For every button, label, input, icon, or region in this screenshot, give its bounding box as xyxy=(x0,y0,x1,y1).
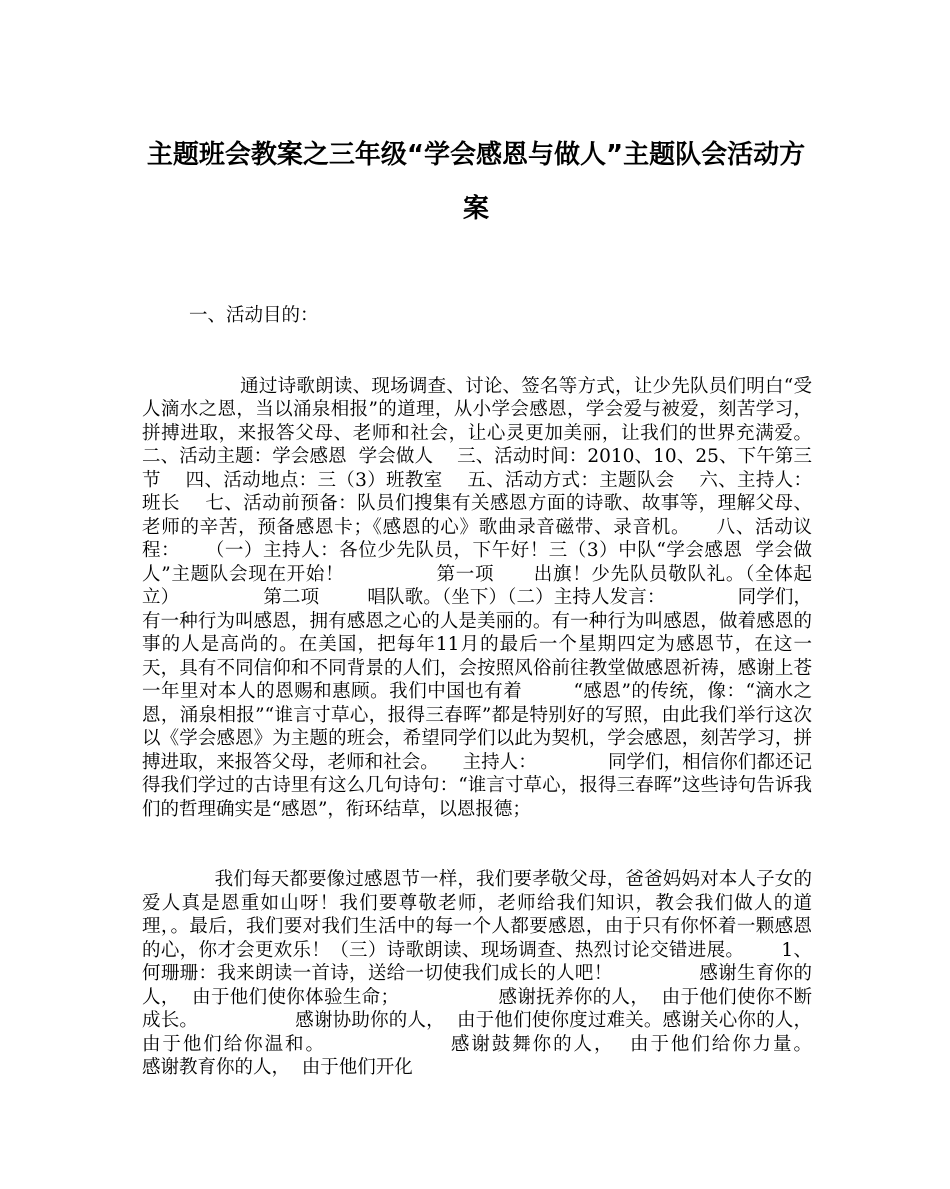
document-body xyxy=(142,257,907,1127)
paragraph-activity-plan: 通过诗歌朗读、现场调查、讨论、签名等方式，让少先队员们明白“受人滴水之恩，当以涌泉相报”的道理，从小学会感恩，学会爱与被爱，刻苦学习，拼搏进取，来报答父母、老师和社会，让心灵更加美丽，让我们的世界充满爱。 二、活动主题：学会感恩 学会做人 三、活动时间：2010、10、25、下午第三节 四、活动地点：三（3）班教室 五、活动方式：主题队会 六、主持人：班长 七、活动前预备：队员们搜集有关感恩方面的诗歌、故事等，理解父母、老师的辛苦，预备感恩卡；《感恩的心》歌曲录音磁带、录音机。 八、活动议程： （一）主持人：各位少先队员，下午好！三（3）中队“学会感恩 学会做人”主题队会现在开始！ 第一项 出旗！少先队员敬队礼。（全体起立） 第二项 唱队歌。（坐下）（二）主持人发言： 同学们，有一种行为叫感恩，拥有感恩之心的人是美丽的。有一种行为叫感恩，做着感恩的事的人是高尚的。在美国，把每年11月的最后一个星期四定为感恩节，在这一天，具有不同信仰和不同背景的人们，会按照风俗前往教堂做感恩祈祷，感谢上苍一年里对本人的恩赐和惠顾。我们中国也有着 “感恩”的传统，像：“滴水之恩，涌泉相报”“谁言寸草心，报得三春晖”都是特别好的写照，由此我们举行这次以《学会感恩》为主题的班会，希望同学们以此为契机，学会感恩，刻苦学习，拼搏进取，来报答父母，老师和社会。 主持人： 同学们，相信你们都还记得我们学过的古诗里有这么几句诗句：“谁言寸草心，报得三春晖”这些诗句告诉我们的哲理确实是“感恩”，衔环结草，以恩报德； xyxy=(142,375,836,820)
paragraph-gratitude-poem: 我们每天都要像过感恩节一样，我们要孝敬父母，爸爸妈妈对本人子女的爱人真是恩重如山呀！我们要尊敬老师，老师给我们知识，教会我们做人的道理，。最后，我们要对我们生活中的每一个人都要感恩，由于只有你怀着一颗感恩的心，你才会更欢乐！（三）诗歌朗读、现场调查、热烈讨论交错进展。 1、何珊珊：我来朗读一首诗，送给一切使我们成长的人吧！ 感谢生育你的人， 由于他们使你体验生命； 感谢抚养你的人， 由于他们使你不断成长。 感谢协助你的人， 由于他们使你度过难关。感谢关心你的人， 由于他们给你温和。 感谢鼓舞你的人， 由于他们给你力量。 感谢教育你的人， 由于他们开化 xyxy=(142,869,907,1078)
paragraph-activity-purpose-heading: 一、活动目的： xyxy=(142,305,319,326)
document-title: 主题班会教案之三年级“学会感恩与做人”主题队会活动方案 xyxy=(146,140,806,224)
